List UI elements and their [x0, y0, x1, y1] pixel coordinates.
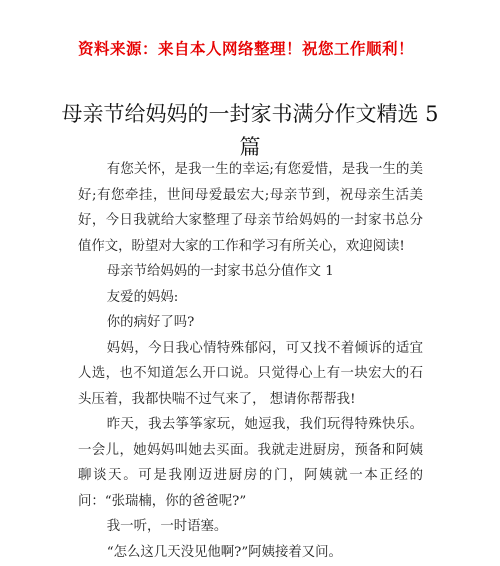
intro-paragraph: 有您关怀，是我一生的幸运;有您爱惜，是我一生的美好;有您牵挂，世间母爱最宏大;母亲节到，祝母亲生活美好，今日我就给大家整理了母亲节给妈妈的一封家书总分值作文，盼望对大家的工作和学习有所关心，欢迎阅读!	[78, 162, 423, 254]
essay-heading: 母亲节给妈妈的一封家书总分值作文 1	[106, 264, 334, 279]
body-paragraph: “怎么这几天没见他啊?”阿姨接着又问。	[106, 544, 342, 560]
body-paragraph: 我一听，一时语塞。	[106, 519, 228, 534]
body-paragraph: 妈妈，今日我心情特殊郁闷，可又找不着倾诉的适宜人选，也不知道怎么开口说。只觉得心上有一块宏大的石头压着，我都快喘不过气来了， 想请你帮帮我!	[78, 340, 423, 407]
body-paragraph: 昨天，我去筝筝家玩，她逗我，我们玩得特殊快乐。一会儿，她妈妈叫她去买面。我就走进厨房，预备和阿姨聊谈天。可是我刚迈进厨房的门，阿姨就一本正经的问：“张瑞楠，你的爸爸呢?”	[78, 417, 423, 509]
letter-salutation: 友爱的妈妈:	[106, 289, 179, 305]
body-paragraph: 你的病好了吗?	[106, 315, 195, 330]
source-banner: 资料来源：来自本人网络整理！祝您工作顺利！	[78, 39, 415, 58]
document-body	[78, 157, 423, 565]
page-title: 母亲节给妈妈的一封家书满分作文精选 5 篇	[61, 102, 439, 160]
